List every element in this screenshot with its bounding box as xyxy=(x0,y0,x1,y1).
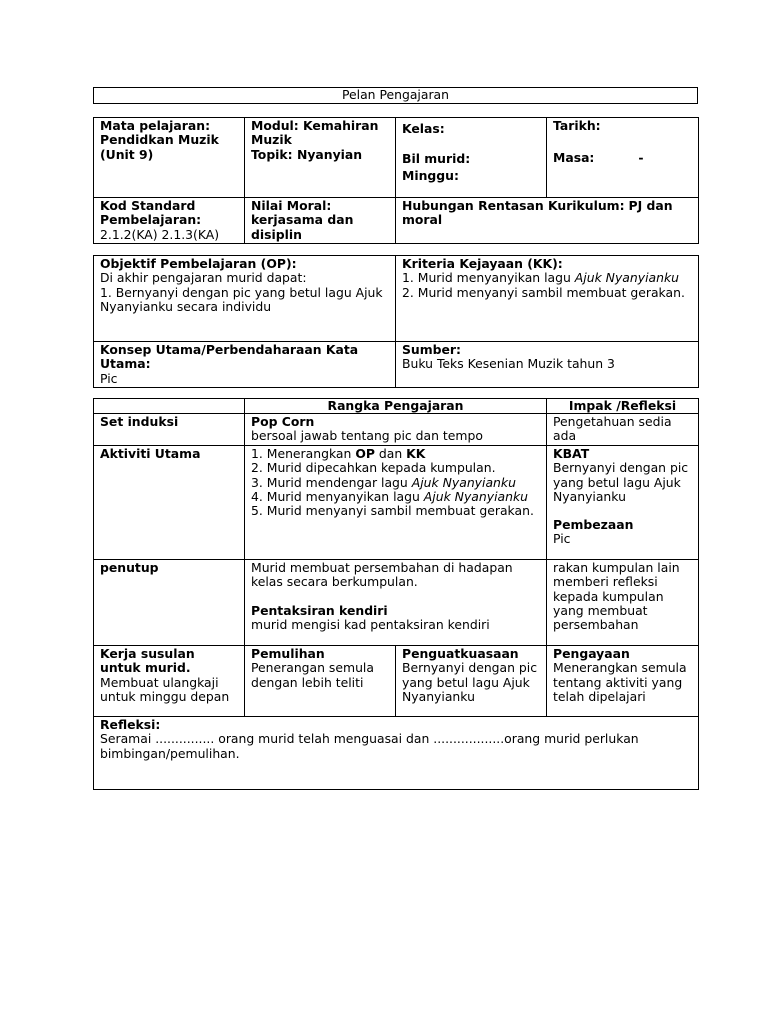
subject-label: Mata pelajaran: xyxy=(100,118,211,133)
main-activity-impact xyxy=(547,446,699,560)
kk-item-1 xyxy=(402,271,692,285)
op-cell xyxy=(94,256,396,342)
closing-label: penutup xyxy=(94,560,245,646)
crosscurr-cell xyxy=(396,198,699,244)
students-label: Bil murid: xyxy=(402,151,471,167)
differentiation-label: Pembezaan xyxy=(553,517,634,533)
time-label: Masa: xyxy=(553,150,595,166)
followup-cell xyxy=(94,646,245,717)
topic-text: Topik: Nyanyian xyxy=(251,146,363,162)
main-activity-cell xyxy=(245,446,547,560)
kk-item-1-song: Ajuk Nyanyianku xyxy=(574,270,679,286)
page-title: Pelan Pengajaran xyxy=(94,88,698,104)
reflection-cell xyxy=(94,717,699,790)
followup-label: Kerja susulan untuk murid. xyxy=(100,646,195,676)
main-step-2: 2. Murid dipecahkan kepada kumpulan. xyxy=(251,460,496,476)
moral-cell xyxy=(245,198,396,244)
reinforcement-cell xyxy=(396,646,547,717)
objectives-table xyxy=(93,255,699,388)
moral-value: kerjasama dan disiplin xyxy=(251,212,354,242)
induction-title: Pop Corn xyxy=(251,414,315,429)
lesson-plan-table xyxy=(93,398,699,790)
crosscurr-label: Hubungan Rentasan Kurikulum: xyxy=(402,198,625,213)
reflection-label: Refleksi: xyxy=(100,717,161,732)
followup-value: Membuat ulangkaji untuk minggu depan xyxy=(100,674,230,704)
impact-header: Impak /Refleksi xyxy=(547,399,699,414)
reinforcement-label: Penguatkuasaan xyxy=(402,646,519,661)
standard-value: 2.1.2(KA) 2.1.3(KA) xyxy=(100,226,220,242)
main-step-3: 3. Murid mendengar lagu Ajuk Nyanyianku xyxy=(251,474,516,490)
kk-cell xyxy=(396,256,699,342)
subject-cell xyxy=(94,118,245,198)
reinforcement-value: Bernyanyi dengan pic yang betul lagu Ajuk Nyanyianku xyxy=(402,660,538,704)
enrichment-label: Pengayaan xyxy=(553,646,630,661)
source-label: Sumber: xyxy=(402,342,461,357)
crosscurr-value: PJ dan moral xyxy=(402,198,673,228)
op-item-1: 1. Bernyanyi dengan pic yang betul lagu Ajuk Nyanyianku secara individu xyxy=(100,284,383,314)
self-assessment-value: murid mengisi kad pentaksiran kendiri xyxy=(251,616,490,632)
main-step-1: 1. Menerangkan OP dan KK xyxy=(251,446,426,461)
time-value: - xyxy=(638,150,644,166)
main-step-5: 5. Murid menyanyi sambil membuat gerakan. xyxy=(251,503,534,519)
concept-cell xyxy=(94,342,396,388)
induction-cell xyxy=(245,414,547,446)
class-label: Kelas: xyxy=(402,121,445,136)
closing-cell xyxy=(245,560,547,646)
module-cell xyxy=(245,118,396,198)
date-label: Tarikh: xyxy=(553,118,601,133)
remedial-cell xyxy=(245,646,396,717)
kbat-label: KBAT xyxy=(553,446,590,461)
kk-item-2: 2. Murid menyanyi sambil membuat gerakan. xyxy=(402,284,685,300)
kk-label: Kriteria Kejayaan (KK): xyxy=(402,256,563,271)
closing-impact: rakan kumpulan lain memberi refleksi kepada kumpulan yang membuat persembahan xyxy=(547,560,699,646)
induction-label: Set induksi xyxy=(94,414,245,446)
induction-impact: Pengetahuan sedia ada xyxy=(547,414,699,446)
kk-item-1-text: 1. Murid menyanyikan lagu xyxy=(402,270,571,286)
enrichment-value: Menerangkan semula tentang aktiviti yang telah dipelajari xyxy=(553,660,687,704)
module-text: Modul: Kemahiran Muzik xyxy=(251,118,379,148)
main-activity-label: Aktiviti Utama xyxy=(94,446,245,560)
source-value: Buku Teks Kesenian Muzik tahun 3 xyxy=(402,356,615,372)
differentiation-value: Pic xyxy=(553,531,571,547)
moral-label: Nilai Moral: xyxy=(251,198,332,213)
date-cell xyxy=(547,118,699,198)
op-label: Objektif Pembelajaran (OP): xyxy=(100,256,297,271)
standard-cell xyxy=(94,198,245,244)
enrichment-cell xyxy=(547,646,699,717)
concept-label: Konsep Utama/Perbendaharaan Kata Utama: xyxy=(100,342,359,372)
op-intro: Di akhir pengajaran murid dapat: xyxy=(100,270,307,286)
subject-value: Pendidkan Muzik (Unit 9) xyxy=(100,132,219,162)
main-step-4: 4. Murid menyanyikan lagu Ajuk Nyanyianku xyxy=(251,488,528,504)
framework-header: Rangka Pengajaran xyxy=(245,399,547,414)
info-table xyxy=(93,117,699,244)
induction-desc: bersoal jawab tentang pic dan tempo xyxy=(251,428,483,444)
kbat-value: Bernyanyi dengan pic yang betul lagu Ajuk Nyanyianku xyxy=(553,460,689,504)
remedial-value: Penerangan semula dengan lebih teliti xyxy=(251,660,374,690)
title-table xyxy=(93,87,698,104)
closing-desc: Murid membuat persembahan di hadapan kelas secara berkumpulan. xyxy=(251,560,513,590)
concept-value: Pic xyxy=(100,370,118,386)
source-cell xyxy=(396,342,699,388)
remedial-label: Pemulihan xyxy=(251,646,325,661)
standard-label: Kod Standard Pembelajaran: xyxy=(100,198,202,228)
week-label: Minggu: xyxy=(402,167,459,183)
reflection-value: Seramai ............... orang murid telah menguasai dan ..................orang murid perlukan bimbingan/pemulihan. xyxy=(100,731,639,761)
self-assessment-label: Pentaksiran kendiri xyxy=(251,602,388,618)
class-cell xyxy=(396,118,547,198)
